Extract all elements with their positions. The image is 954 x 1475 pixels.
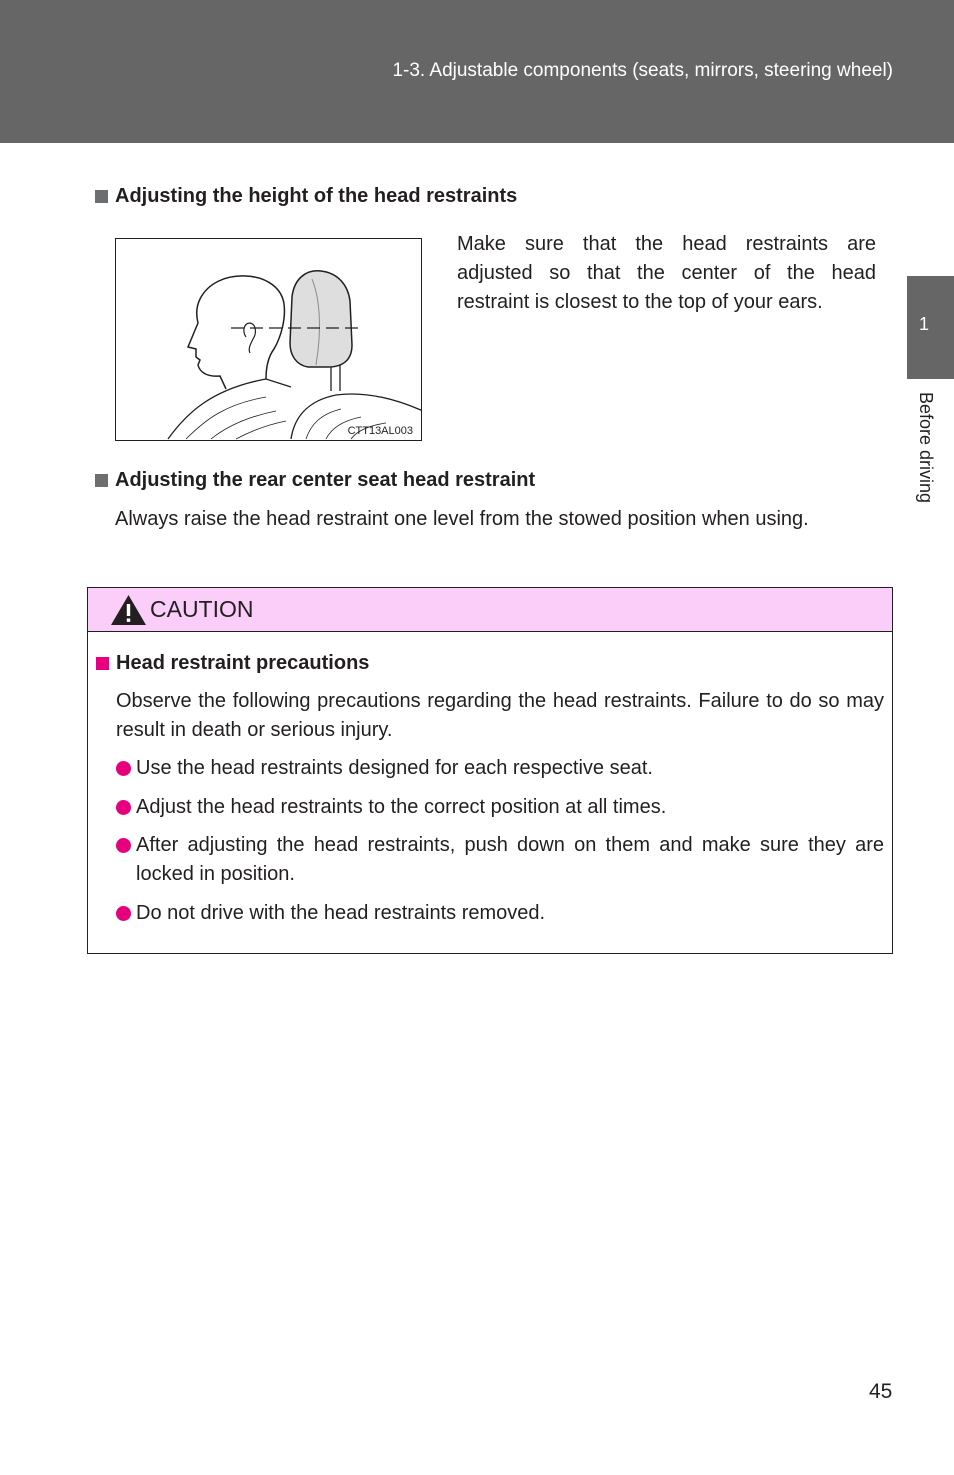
circle-bullet-icon xyxy=(116,906,131,921)
section-heading-text: Adjusting the rear center seat head restraint xyxy=(115,469,536,491)
caution-box xyxy=(87,587,893,954)
figure-code: CTT13AL003 xyxy=(347,425,413,437)
list-item-text: Adjust the head restraints to the correct position at all times. xyxy=(136,796,667,818)
list-item xyxy=(116,831,884,889)
caution-heading xyxy=(96,652,369,675)
square-bullet-icon xyxy=(95,474,108,487)
caution-label: CAUTION xyxy=(150,596,254,622)
header-bar xyxy=(0,0,954,143)
circle-bullet-icon xyxy=(116,761,131,776)
header-title: 1-3. Adjustable components (seats, mirrors, steering wheel) xyxy=(392,60,893,81)
warning-triangle-icon xyxy=(110,594,147,626)
square-bullet-icon xyxy=(96,657,109,670)
page-number: 45 xyxy=(869,1380,893,1403)
list-item-text: Do not drive with the head restraints removed. xyxy=(136,902,546,924)
circle-bullet-icon xyxy=(116,838,131,853)
list-item xyxy=(116,754,884,783)
list-item-text: Use the head restraints designed for each respective seat. xyxy=(136,757,653,779)
square-bullet-icon xyxy=(95,190,108,203)
chapter-number: 1 xyxy=(918,314,929,334)
height-instruction-text: Make sure that the head restraints are adjusted so that the center of the head restraint is closest to the top of your ears. xyxy=(457,233,876,313)
caution-header xyxy=(88,588,892,632)
list-item xyxy=(116,899,884,928)
circle-bullet-icon xyxy=(116,800,131,815)
head-restraint-diagram-icon xyxy=(116,239,422,441)
list-item xyxy=(116,793,884,822)
section-heading-text: Adjusting the height of the head restraints xyxy=(115,185,518,207)
list-item-text: After adjusting the head restraints, push down on them and make sure they are locked in position. xyxy=(136,834,884,885)
chapter-tab xyxy=(907,276,954,379)
section-heading-height xyxy=(95,185,517,208)
rear-center-instruction-text: Always raise the head restraint one level from the stowed position when using. xyxy=(115,508,809,530)
head-restraint-illustration xyxy=(115,238,422,441)
caution-intro-text: Observe the following precautions regarding the head restraints. Failure to do so may result in death or serious injury. xyxy=(116,690,884,741)
section-heading-rear-center xyxy=(95,469,535,492)
chapter-label: Before driving xyxy=(916,392,936,504)
caution-heading-text: Head restraint precautions xyxy=(116,652,370,674)
